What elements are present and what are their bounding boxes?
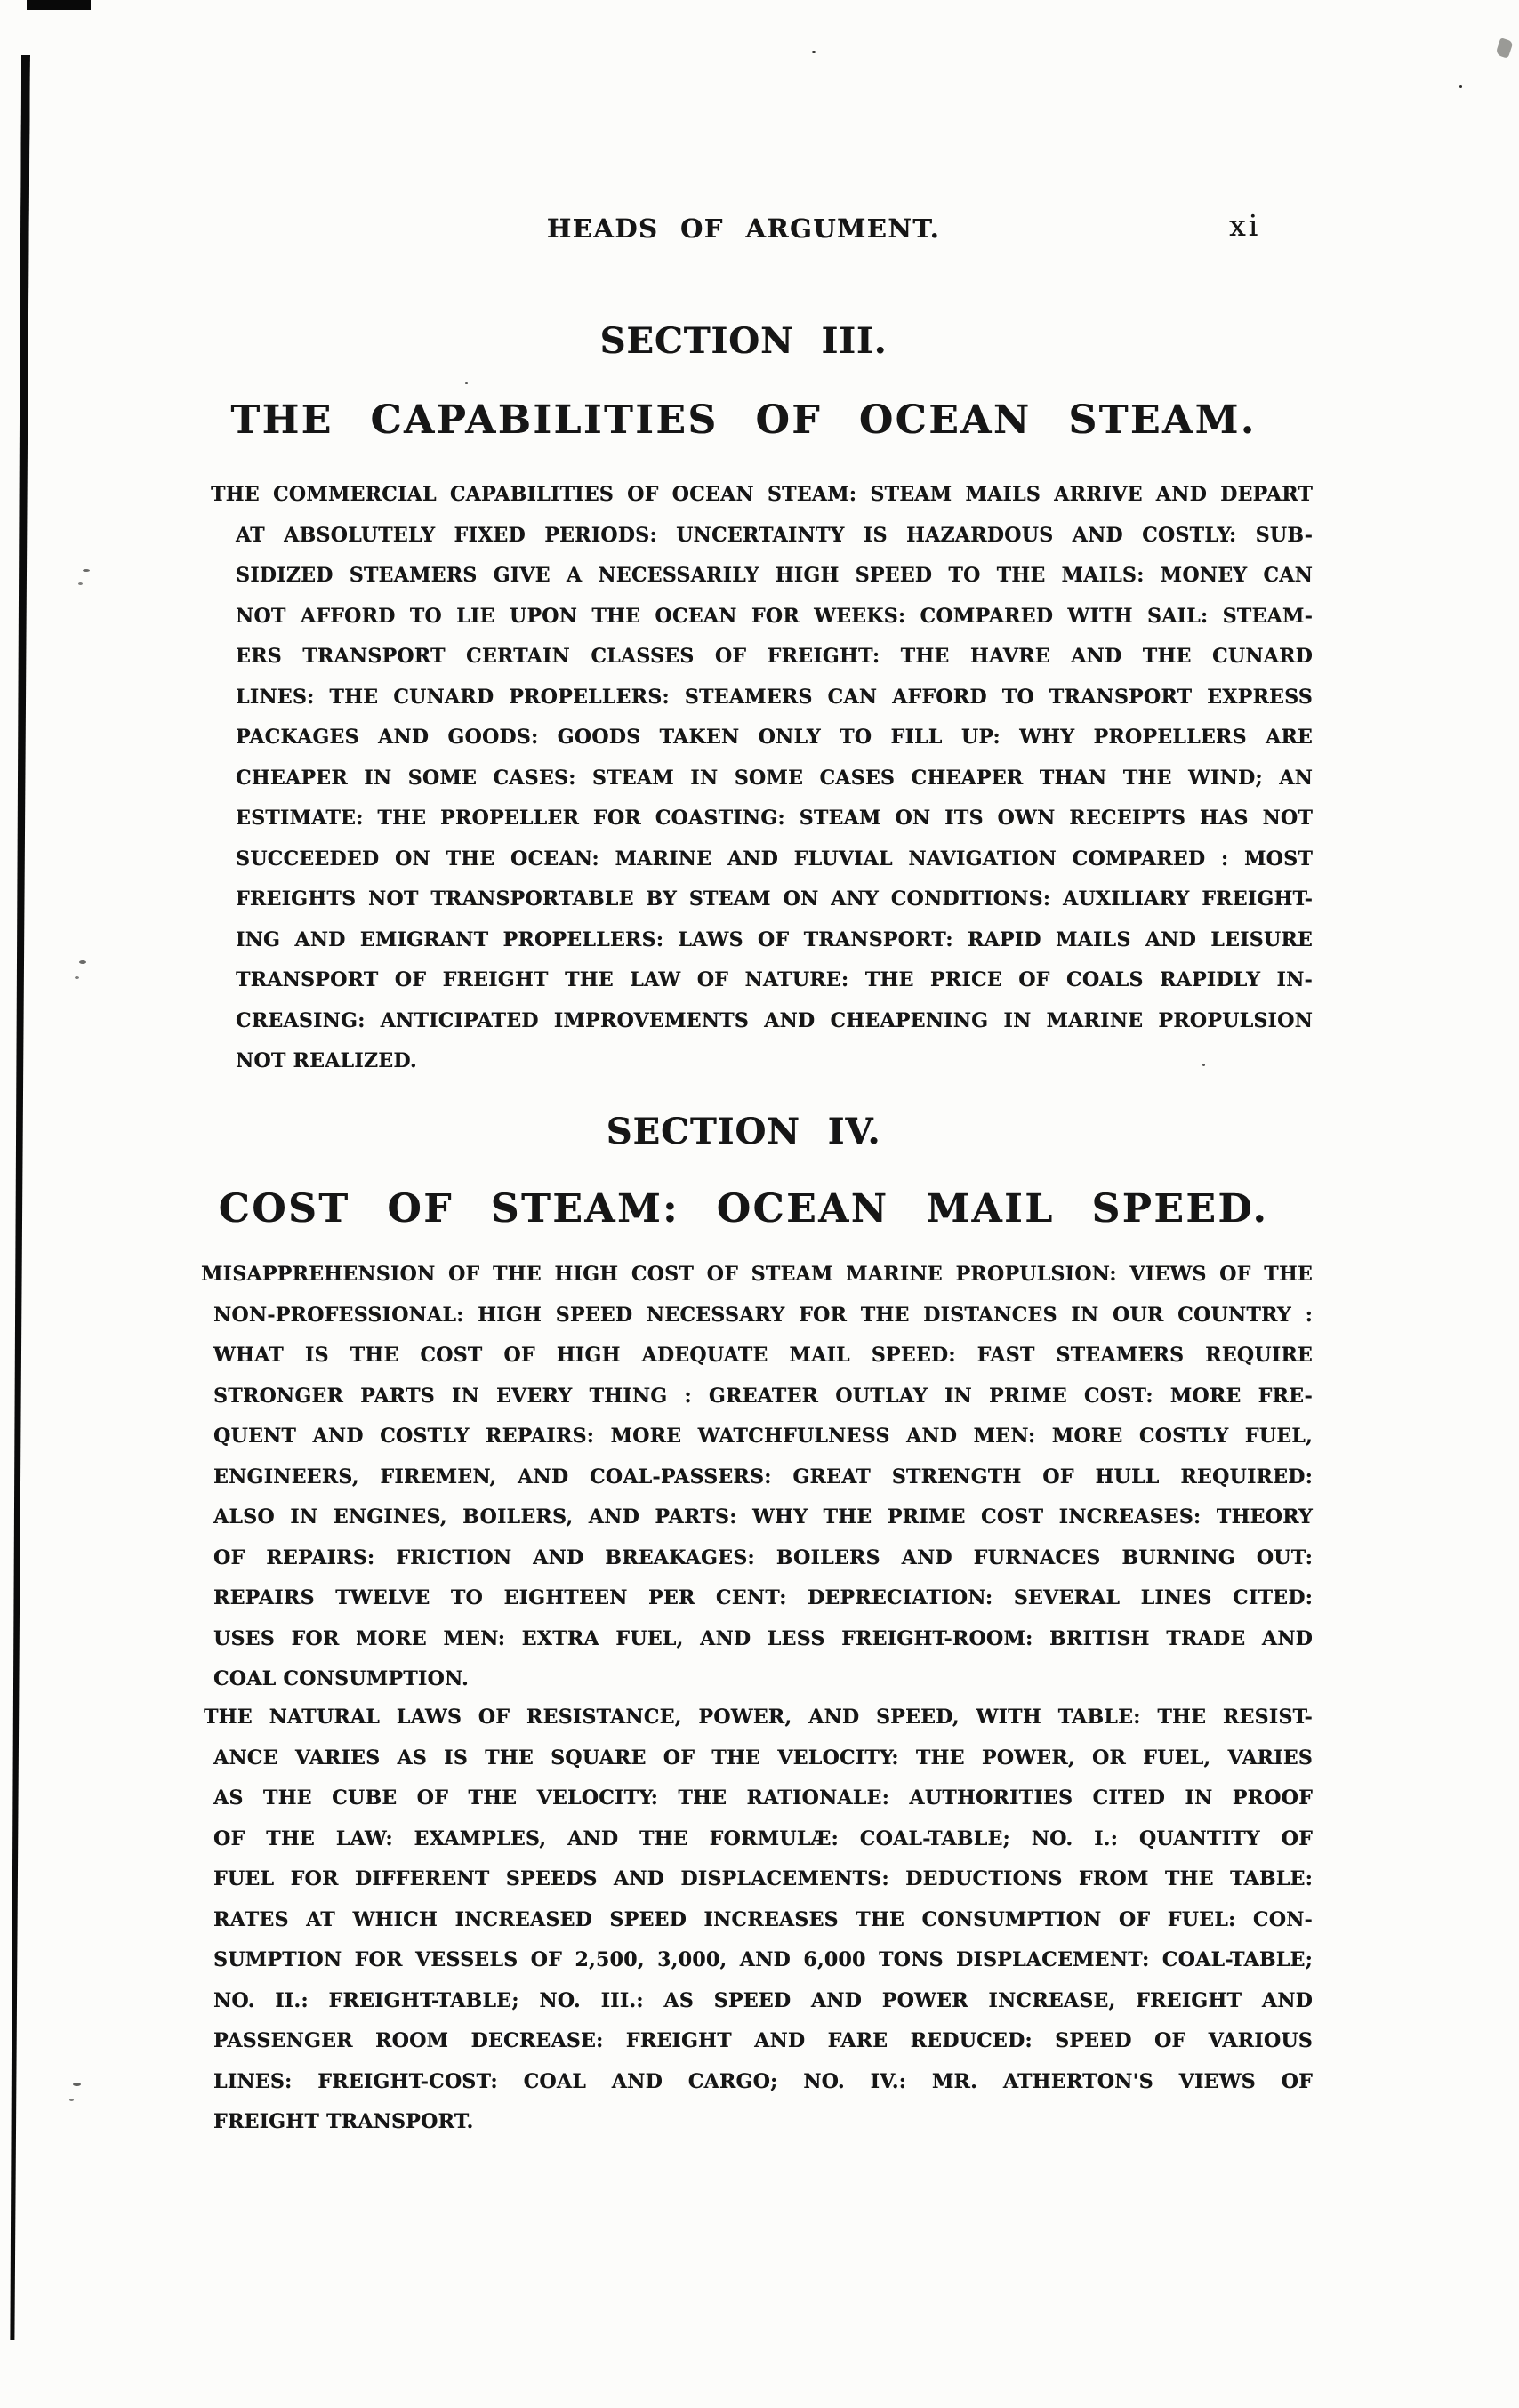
- section-4-heading: SECTION IV.: [606, 1111, 881, 1152]
- toc-line: TRANSPORT OF FREIGHT THE LAW OF NATURE: THE PRICE OF COALS RAPIDLY IN-: [236, 968, 1313, 991]
- toc-line: ING AND EMIGRANT PROPELLERS: LAWS OF TRANSPORT: RAPID MAILS AND LEISURE: [236, 927, 1313, 951]
- toc-line: WHAT IS THE COST OF HIGH ADEQUATE MAIL SPEED: FAST STEAMERS REQUIRE: [213, 1344, 1313, 1367]
- section-3-title: THE CAPABILITIES OF OCEAN STEAM.: [230, 397, 1257, 443]
- toc-line: MISAPPREHENSION OF THE HIGH COST OF STEAM MARINE PROPULSION: VIEWS OF THE: [201, 1263, 1313, 1286]
- scan-binding-bar: [8, 55, 30, 2340]
- section-4-argument-paragraph-1: [201, 1255, 1313, 1700]
- scan-speck: [465, 382, 468, 384]
- scan-speck: [75, 976, 79, 979]
- section-4-title: COST OF STEAM: OCEAN MAIL SPEED.: [218, 1186, 1269, 1232]
- scan-corner-mark: [27, 0, 91, 10]
- toc-line: SUMPTION FOR VESSELS OF 2,500, 3,000, AND 6,000 TONS DISPLACEMENT: COAL-TABLE;: [213, 1948, 1313, 1971]
- toc-line: ANCE VARIES AS IS THE SQUARE OF THE VELOCITY: THE POWER, OR FUEL, VARIES: [213, 1746, 1313, 1770]
- toc-line: LINES: FREIGHT-COST: COAL AND CARGO; NO. IV.: MR. ATHERTON'S VIEWS OF: [213, 2069, 1313, 2093]
- section-3-heading: SECTION III.: [599, 320, 888, 362]
- toc-line: SUCCEEDED ON THE OCEAN: MARINE AND FLUVIAL NAVIGATION COMPARED : MOST: [236, 847, 1313, 871]
- toc-line: FREIGHT TRANSPORT.: [213, 2110, 474, 2133]
- toc-line: NON-PROFESSIONAL: HIGH SPEED NECESSARY FOR THE DISTANCES IN OUR COUNTRY :: [213, 1303, 1313, 1327]
- toc-line: CREASING: ANTICIPATED IMPROVEMENTS AND CHEAPENING IN MARINE PROPULSION: [236, 1008, 1313, 1032]
- toc-line: THE NATURAL LAWS OF RESISTANCE, POWER, AND SPEED, WITH TABLE: THE RESIST-: [204, 1706, 1313, 1729]
- toc-line: USES FOR MORE MEN: EXTRA FUEL, AND LESS FREIGHT-ROOM: BRITISH TRADE AND: [213, 1626, 1313, 1650]
- toc-line: ESTIMATE: THE PROPELLER FOR COASTING: STEAM ON ITS OWN RECEIPTS HAS NOT: [236, 807, 1313, 830]
- toc-line: PACKAGES AND GOODS: GOODS TAKEN ONLY TO FILL UP: WHY PROPELLERS ARE: [236, 726, 1313, 749]
- scan-speck: [78, 582, 83, 585]
- running-header: HEADS OF ARGUMENT.: [546, 213, 941, 244]
- scan-speck: [73, 2083, 81, 2086]
- page-number: xi: [1229, 208, 1261, 243]
- toc-line: LINES: THE CUNARD PROPELLERS: STEAMERS CAN AFFORD TO TRANSPORT EXPRESS: [236, 685, 1313, 709]
- section-4-argument-paragraph-2: [201, 1698, 1313, 2143]
- toc-line: NOT AFFORD TO LIE UPON THE OCEAN FOR WEEKS: COMPARED WITH SAIL: STEAM-: [236, 604, 1313, 628]
- scan-smudge: [1495, 37, 1513, 59]
- toc-line: PASSENGER ROOM DECREASE: FREIGHT AND FARE REDUCED: SPEED OF VARIOUS: [213, 2029, 1313, 2052]
- toc-line: ENGINEERS, FIREMEN, AND COAL-PASSERS: GREAT STRENGTH OF HULL REQUIRED:: [213, 1465, 1313, 1489]
- section-3-argument-paragraph: [201, 475, 1313, 1082]
- toc-line: RATES AT WHICH INCREASED SPEED INCREASES THE CONSUMPTION OF FUEL: CON-: [213, 1907, 1313, 1931]
- toc-line: ALSO IN ENGINES, BOILERS, AND PARTS: WHY THE PRIME COST INCREASES: THEORY: [213, 1505, 1313, 1529]
- toc-line: STRONGER PARTS IN EVERY THING : GREATER OUTLAY IN PRIME COST: MORE FRE-: [213, 1384, 1313, 1408]
- toc-line: FUEL FOR DIFFERENT SPEEDS AND DISPLACEMENTS: DEDUCTIONS FROM THE TABLE:: [213, 1867, 1313, 1890]
- scan-speck: [83, 569, 90, 572]
- toc-line: OF THE LAW: EXAMPLES, AND THE FORMULÆ: COAL-TABLE; NO. I.: QUANTITY OF: [213, 1826, 1313, 1850]
- toc-line: COAL CONSUMPTION.: [213, 1667, 469, 1690]
- scan-speck: [69, 2099, 74, 2101]
- scan-speck: [1459, 85, 1462, 88]
- toc-line: REPAIRS TWELVE TO EIGHTEEN PER CENT: DEPRECIATION: SEVERAL LINES CITED:: [213, 1586, 1313, 1609]
- toc-line: ERS TRANSPORT CERTAIN CLASSES OF FREIGHT: THE HAVRE AND THE CUNARD: [236, 645, 1313, 668]
- toc-line: CHEAPER IN SOME CASES: STEAM IN SOME CASES CHEAPER THAN THE WIND; AN: [236, 766, 1313, 790]
- toc-line: AS THE CUBE OF THE VELOCITY: THE RATIONALE: AUTHORITIES CITED IN PROOF: [213, 1786, 1313, 1810]
- toc-line: NO. II.: FREIGHT-TABLE; NO. III.: AS SPEED AND POWER INCREASE, FREIGHT AND: [213, 1988, 1313, 2012]
- toc-line: OF REPAIRS: FRICTION AND BREAKAGES: BOILERS AND FURNACES BURNING OUT:: [213, 1545, 1313, 1569]
- toc-line: SIDIZED STEAMERS GIVE A NECESSARILY HIGH SPEED TO THE MAILS: MONEY CAN: [236, 564, 1313, 587]
- toc-line: QUENT AND COSTLY REPAIRS: MORE WATCHFULNESS AND MEN: MORE COSTLY FUEL,: [213, 1425, 1313, 1448]
- toc-line: AT ABSOLUTELY FIXED PERIODS: UNCERTAINTY IS HAZARDOUS AND COSTLY: SUB-: [236, 523, 1313, 547]
- toc-line: FREIGHTS NOT TRANSPORTABLE BY STEAM ON ANY CONDITIONS: AUXILIARY FREIGHT-: [236, 887, 1313, 911]
- scan-speck: [79, 960, 86, 964]
- toc-line: NOT REALIZED.: [236, 1049, 417, 1072]
- toc-line: THE COMMERCIAL CAPABILITIES OF OCEAN STEAM: STEAM MAILS ARRIVE AND DEPART: [211, 483, 1313, 506]
- scan-speck: [812, 51, 816, 53]
